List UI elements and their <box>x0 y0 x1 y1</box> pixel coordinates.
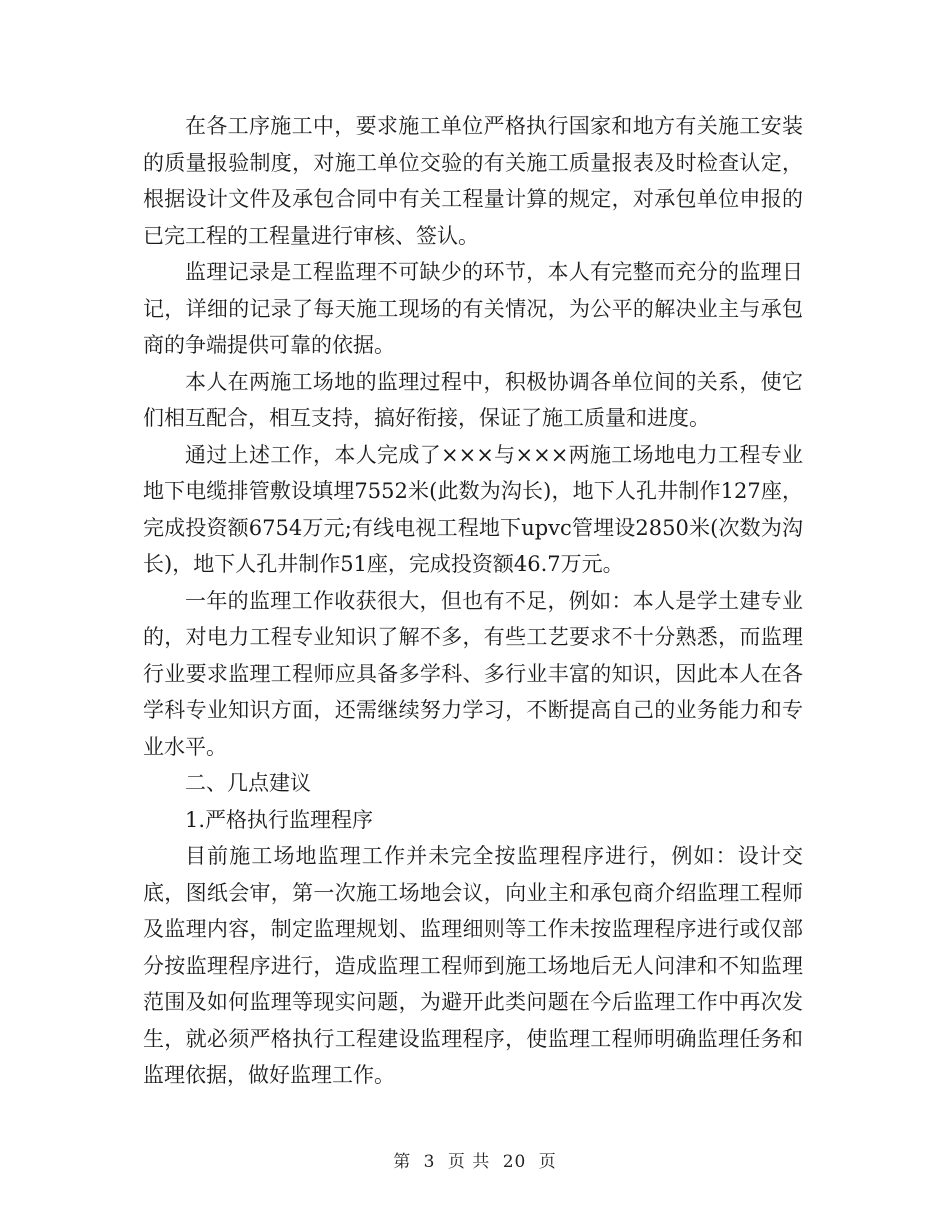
subsection-heading: 1.严格执行监理程序 <box>185 807 374 832</box>
paragraph-procedure: 目前施工场地监理工作并未完全按监理程序进行，例如：设计交底，图纸会审，第一次施工场地会议，向业主和承包商介绍监理工程师及监理内容，制定监理规划、监理细则等工作未按监理程序进行或仅部分按监理程序进行，造成监理工程师到施工场地后无人问津和不知监理范围及如何监理等现实问题，为避开此类问题在今后监理工作中再次发生，就必须严格执行工程建设监理程序，使监理工程师明确监理任务和监理依据，做好监理工作。 <box>143 844 803 1087</box>
paragraph-shortcomings: 一年的监理工作收获很大，但也有不足，例如：本人是学土建专业的，对电力工程专业知识了解不多，有些工艺要求不十分熟悉，而监理行业要求监理工程师应具备多学科、多行业丰富的知识，因此本人在各学科专业知识方面，还需继续努力学习，不断提高自己的业务能力和专业水平。 <box>143 588 803 759</box>
footer-page-suffix: 页 <box>538 1152 557 1172</box>
footer-total-pages: 20 <box>502 1152 527 1172</box>
paragraph-quality-inspection: 在各工序施工中，要求施工单位严格执行国家和地方有关施工安装的质量报验制度，对施工单位交验的有关施工质量报表及时检查认定，根据设计文件及承包合同中有关工程量计算的规定，对承包单位申报的已完工程的工程量进行审核、签认。 <box>143 114 803 248</box>
page-footer <box>0 1150 950 1174</box>
footer-page-mid: 页 共 <box>447 1152 491 1172</box>
document-body <box>143 108 803 1094</box>
paragraph-work-completed: 通过上述工作，本人完成了×××与×××两施工场地电力工程专业地下电缆排管敷设填埋7552米(此数为沟长)，地下人孔井制作127座，完成投资额6754万元;有线电视工程地下upvc管埋设2850米(次数为沟长)，地下人孔井制作51座，完成投资额46.7万元。 <box>143 442 803 576</box>
paragraph-coordination: 本人在两施工场地的监理过程中，积极协调各单位间的关系，使它们相互配合，相互支持，搞好衔接，保证了施工质量和进度。 <box>143 369 803 430</box>
paragraph-supervision-records: 监理记录是工程监理不可缺少的环节，本人有完整而充分的监理日记，详细的记录了每天施工现场的有关情况，为公平的解决业主与承包商的争端提供可靠的依据。 <box>143 260 803 357</box>
footer-page-number: 3 <box>423 1152 436 1172</box>
section-heading: 二、几点建议 <box>185 771 311 795</box>
footer-page-prefix: 第 <box>393 1152 412 1172</box>
